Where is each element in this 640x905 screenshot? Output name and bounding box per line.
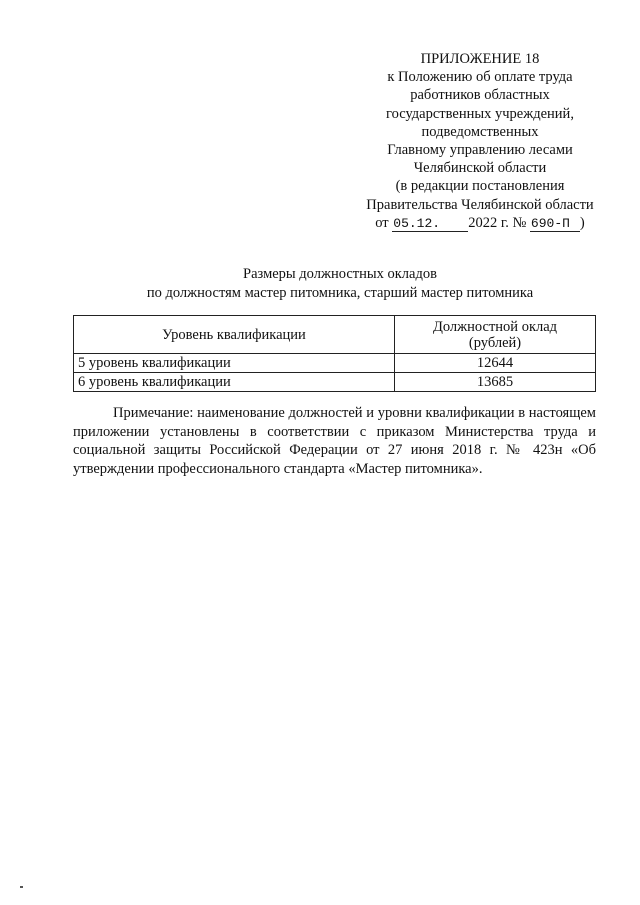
appendix-title: ПРИЛОЖЕНИЕ 18: [420, 51, 540, 67]
level-cell: 6 уровень квалификации: [74, 373, 395, 392]
close-paren: ): [579, 214, 585, 231]
header-line: Правительства Челябинской области: [366, 196, 594, 213]
header-line: Челябинской области: [413, 160, 547, 177]
header-salary-line1: Должностной оклад: [432, 318, 558, 335]
title-line: по должностям мастер питомника, старший мастер питомника: [146, 284, 534, 301]
table-header-row: [74, 316, 596, 354]
salary-table: [73, 315, 596, 392]
header-salary-line2: (рублей): [468, 334, 522, 351]
note-text: Примечание: наименование должностей и уровни квалификации в настоящем приложении установлены в соответствии с приказом Министерства труда и социальной защиты Российской Федерации от 27 июня 2018 г. № 423н «Об утверждении профессионального стандарта «Мастер питомника».: [73, 405, 596, 477]
header-line: государственных учреждений,: [386, 105, 574, 122]
resolution-reference-line: [340, 214, 620, 232]
salary-cell: 12644: [395, 354, 596, 373]
header-level: Уровень квалификации: [74, 316, 395, 354]
header-line: подведомственных: [421, 123, 539, 140]
resolution-date: 05.12.: [393, 215, 441, 231]
document-title: [40, 265, 640, 302]
note-paragraph: [73, 404, 596, 478]
header-line: работников областных: [410, 87, 550, 104]
title-line: Размеры должностных окладов: [243, 266, 437, 282]
resolution-year: 2022 г. №: [468, 214, 527, 231]
from-prefix: от: [375, 214, 389, 231]
header-line: (в редакции постановления: [395, 178, 565, 195]
appendix-header: [340, 50, 620, 232]
resolution-number: 690-П: [530, 215, 570, 231]
header-salary: [395, 316, 596, 354]
table-row: [74, 354, 596, 373]
scan-mark: [20, 886, 23, 888]
header-line: Главному управлению лесами: [387, 142, 573, 159]
salary-cell: 13685: [395, 373, 596, 392]
header-line: к Положению об оплате труда: [387, 69, 573, 86]
resolution-date-field: [392, 216, 468, 232]
table-row: [74, 373, 596, 392]
level-cell: 5 уровень квалификации: [74, 354, 395, 373]
resolution-number-field: [530, 216, 580, 232]
